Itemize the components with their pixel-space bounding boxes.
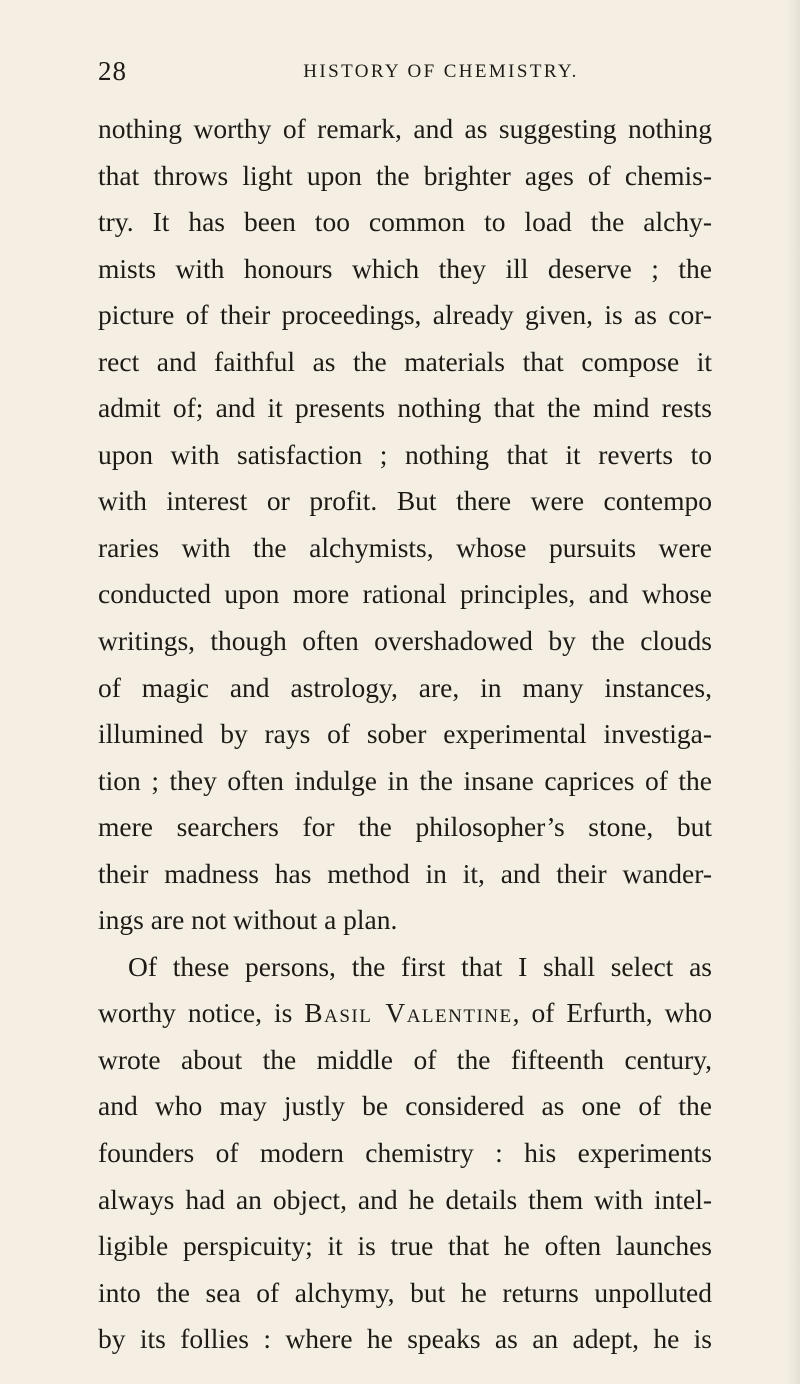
text-line: wrote about the middle of the fifteenth century, [98, 1043, 712, 1075]
text-line: rect and faithful as the materials that compose it [98, 345, 712, 377]
paragraph-start-line: Of these persons, the first that I shall select as [128, 950, 712, 982]
text-line: their madness has method in it, and their wander- [98, 857, 712, 889]
running-head: HISTORY OF CHEMISTRY. [303, 61, 579, 82]
text-line: raries with the alchymists, whose pursuits were [98, 531, 712, 563]
text-line: mere searchers for the philosopher’s stone, but [98, 811, 712, 843]
body-text [98, 106, 712, 1363]
text-line: conducted upon more rational principles, and whose [98, 578, 712, 610]
text-line: and who may justly be considered as one of the [98, 1090, 712, 1122]
text-line: by its follies : where he speaks as an adept, he is [98, 1323, 712, 1355]
text-fragment: , of Erfurth, who [512, 997, 712, 1029]
page-edge-shadow [786, 0, 800, 1384]
text-line: ings are not without a plan. [98, 904, 398, 936]
text-line: admit of; and it presents nothing that the mind rests [98, 392, 712, 424]
page-header [98, 56, 710, 90]
text-line: picture of their proceedings, already given, is as cor- [98, 299, 712, 331]
text-line: always had an object, and he details them with intel- [98, 1183, 712, 1215]
text-line-with-name [98, 990, 712, 1037]
text-line: ligible perspicuity; it is true that he often launches [98, 1230, 712, 1262]
text-line: of magic and astrology, are, in many instances, [98, 671, 712, 703]
text-line: tion ; they often indulge in the insane caprices of the [98, 764, 712, 796]
text-line: into the sea of alchymy, but he returns unpolluted [98, 1276, 712, 1308]
text-line: upon with satisfaction ; nothing that it reverts to [98, 438, 712, 470]
person-name: Basil Valentine [304, 997, 513, 1029]
text-line: nothing worthy of remark, and as suggesting nothing [98, 113, 712, 144]
text-line: founders of modern chemistry : his experiments [98, 1137, 712, 1169]
text-fragment: worthy notice, is [98, 997, 305, 1029]
text-line: try. It has been too common to load the alchy- [98, 206, 712, 238]
text-line: mists with honours which they ill deserve ; the [98, 252, 712, 284]
text-line: that throws light upon the brighter ages of chemis- [98, 159, 712, 191]
text-line: illumined by rays of sober experimental investiga- [98, 718, 712, 750]
text-line: with interest or profit. But there were contempo [98, 485, 712, 517]
text-line: writings, though often overshadowed by the clouds [98, 625, 712, 657]
page-number: 28 [98, 56, 127, 86]
